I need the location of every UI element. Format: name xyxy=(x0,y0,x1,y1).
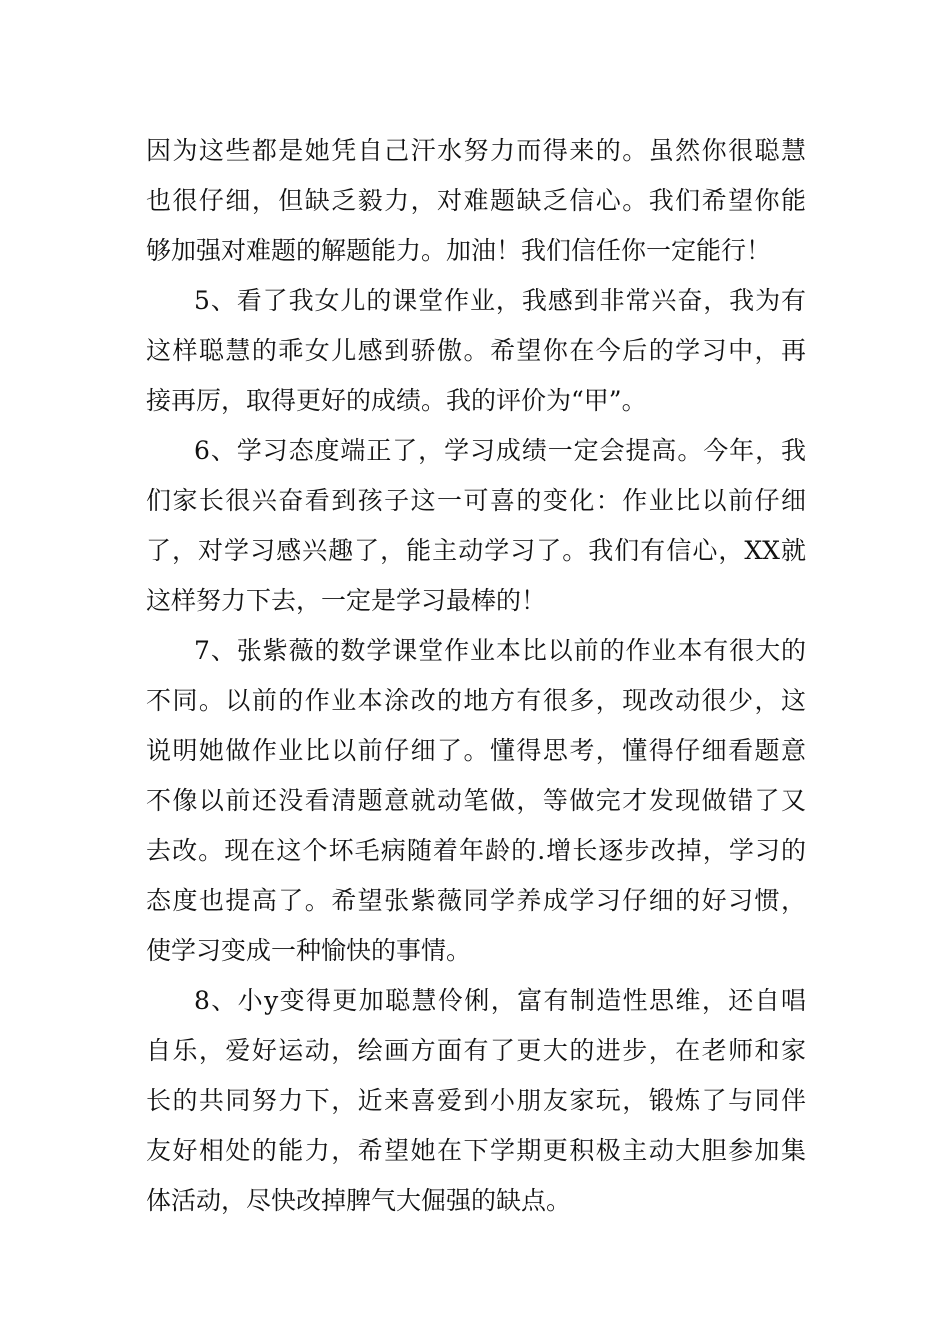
text-line: 8、小y变得更加聪慧伶俐，富有制造性思维，还自唱 xyxy=(194,986,806,1015)
text-line: 体活动，尽快改掉脾气大倔强的缺点。 xyxy=(146,1186,572,1215)
text-line: 们家长很兴奋看到孩子这一可喜的变化：作业比以前仔细 xyxy=(146,486,806,515)
text-line: 因为这些都是她凭自己汗水努力而得来的。虽然你很聪慧 xyxy=(146,136,806,165)
text-line: 不同。以前的作业本涂改的地方有很多，现改动很少，这 xyxy=(146,686,806,715)
text-line: 态度也提高了。希望张紫薇同学养成学习仔细的好习惯， xyxy=(146,886,806,915)
paragraph-continued xyxy=(146,126,806,276)
text-line: 说明她做作业比以前仔细了。懂得思考，懂得仔细看题意 xyxy=(146,736,806,765)
paragraph-item-6 xyxy=(146,426,806,626)
paragraph-item-7 xyxy=(146,626,806,976)
text-line: 不像以前还没看清题意就动笔做，等做完才发现做错了又 xyxy=(146,786,806,815)
text-line: 友好相处的能力，希望她在下学期更积极主动大胆参加集 xyxy=(146,1136,806,1165)
text-line: 6、学习态度端正了，学习成绩一定会提高。今年，我 xyxy=(194,436,806,465)
text-line: 这样努力下去，一定是学习最棒的！ xyxy=(146,586,547,615)
text-line: 够加强对难题的解题能力。加油！我们信任你一定能行！ xyxy=(146,236,772,265)
text-line: 去改。现在这个坏毛病随着年龄的.增长逐步改掉，学习的 xyxy=(146,836,806,865)
text-line: 5、看了我女儿的课堂作业，我感到非常兴奋，我为有 xyxy=(194,286,806,315)
text-line: 也很仔细，但缺乏毅力，对难题缺乏信心。我们希望你能 xyxy=(146,186,806,215)
text-line: 长的共同努力下，近来喜爱到小朋友家玩，锻炼了与同伴 xyxy=(146,1086,806,1115)
paragraph-item-8 xyxy=(146,976,806,1226)
text-line: 接再厉，取得更好的成绩。我的评价为“甲”。 xyxy=(146,386,647,415)
paragraph-item-5 xyxy=(146,276,806,426)
text-line: 7、张紫薇的数学课堂作业本比以前的作业本有很大的 xyxy=(194,636,806,665)
text-line: 自乐，爱好运动，绘画方面有了更大的进步，在老师和家 xyxy=(146,1036,806,1065)
text-line: 这样聪慧的乖女儿感到骄傲。希望你在今后的学习中，再 xyxy=(146,336,806,365)
text-line: 使学习变成一种愉快的事情。 xyxy=(146,936,472,965)
text-line: 了，对学习感兴趣了，能主动学习了。我们有信心，XX就 xyxy=(146,536,806,565)
document-body xyxy=(146,126,806,1226)
